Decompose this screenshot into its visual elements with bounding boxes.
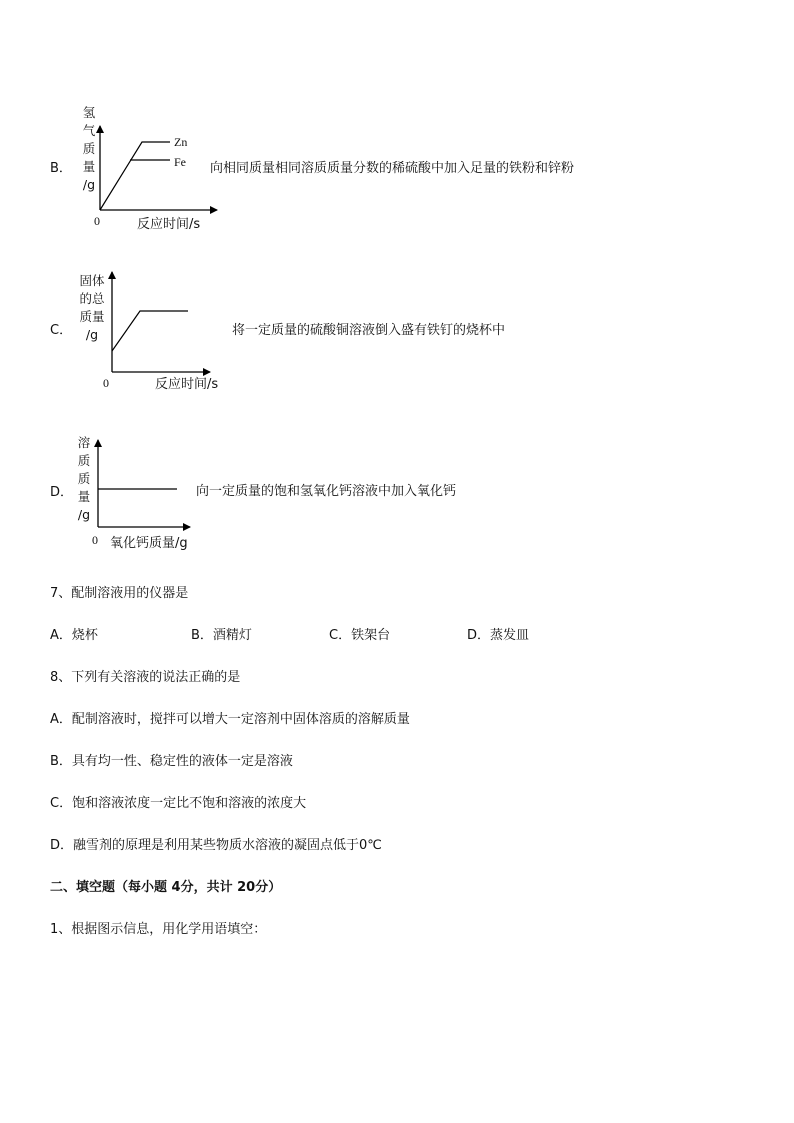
question-7-option-b: B．酒精灯 — [191, 628, 252, 643]
y-label-line: 质量 — [79, 309, 105, 324]
y-label-char: 质 — [77, 471, 91, 486]
option-d-letter: D． — [50, 485, 74, 500]
series-label-fe: Fe — [174, 155, 186, 169]
y-label-unit: /g — [77, 507, 91, 522]
x-axis-label: 反应时间/s — [137, 217, 201, 232]
x-axis-label: 氧化钙质量/g — [110, 536, 188, 551]
option-b-description: 向相同质量相同溶质质量分数的稀硫酸中加入足量的铁粉和锌粉 — [210, 161, 575, 176]
origin-label: 0 — [94, 214, 100, 228]
question-8-option-d: D．融雪剂的原理是利用某些物质水溶液的凝固点低于0℃ — [50, 838, 382, 853]
question-8-stem: 8、下列有关溶液的说法正确的是 — [50, 670, 241, 685]
question-8-option-a: A．配制溶液时，搅拌可以增大一定溶剂中固体溶质的溶解质量 — [50, 712, 410, 727]
origin-label: 0 — [103, 376, 109, 390]
y-label-unit: /g — [82, 177, 96, 192]
y-label-char: 气 — [82, 123, 96, 138]
y-label-line: 的总 — [79, 291, 105, 306]
option-c-description: 将一定质量的硫酸铜溶液倒入盛有铁钉的烧杯中 — [232, 323, 506, 338]
section-heading: 二、填空题（每小题 4分，共计 20分） — [50, 880, 282, 895]
question-7-option-a: A．烧杯 — [50, 628, 98, 643]
y-label-char: 质 — [77, 453, 91, 468]
y-label-char: 量 — [77, 489, 91, 504]
question-7-stem: 7、配制溶液用的仪器是 — [50, 586, 189, 601]
y-label-char: 氢 — [82, 105, 96, 120]
question-8-option-c: C．饱和溶液浓度一定比不饱和溶液的浓度大 — [50, 796, 307, 811]
question-7-option-c: C．铁架台 — [329, 628, 391, 643]
y-label-line: 固体 — [79, 273, 105, 288]
series-label-zn: Zn — [174, 135, 188, 149]
y-label-char: 质 — [82, 141, 96, 156]
x-axis-label: 反应时间/s — [155, 377, 219, 392]
question-8-option-b: B．具有均一性、稳定性的液体一定是溶液 — [50, 754, 293, 769]
option-c-letter: C． — [50, 323, 73, 338]
y-label-char: 溶 — [77, 435, 91, 450]
option-d-description: 向一定质量的饱和氢氧化钙溶液中加入氧化钙 — [196, 484, 457, 499]
question-7-option-d: D．蒸发皿 — [467, 628, 530, 643]
y-label-unit: /g — [85, 327, 99, 342]
question-1-stem: 1、根据图示信息，用化学用语填空： — [50, 922, 267, 937]
option-b-letter: B． — [50, 161, 72, 176]
y-label-char: 量 — [82, 159, 96, 174]
origin-label: 0 — [92, 533, 98, 547]
